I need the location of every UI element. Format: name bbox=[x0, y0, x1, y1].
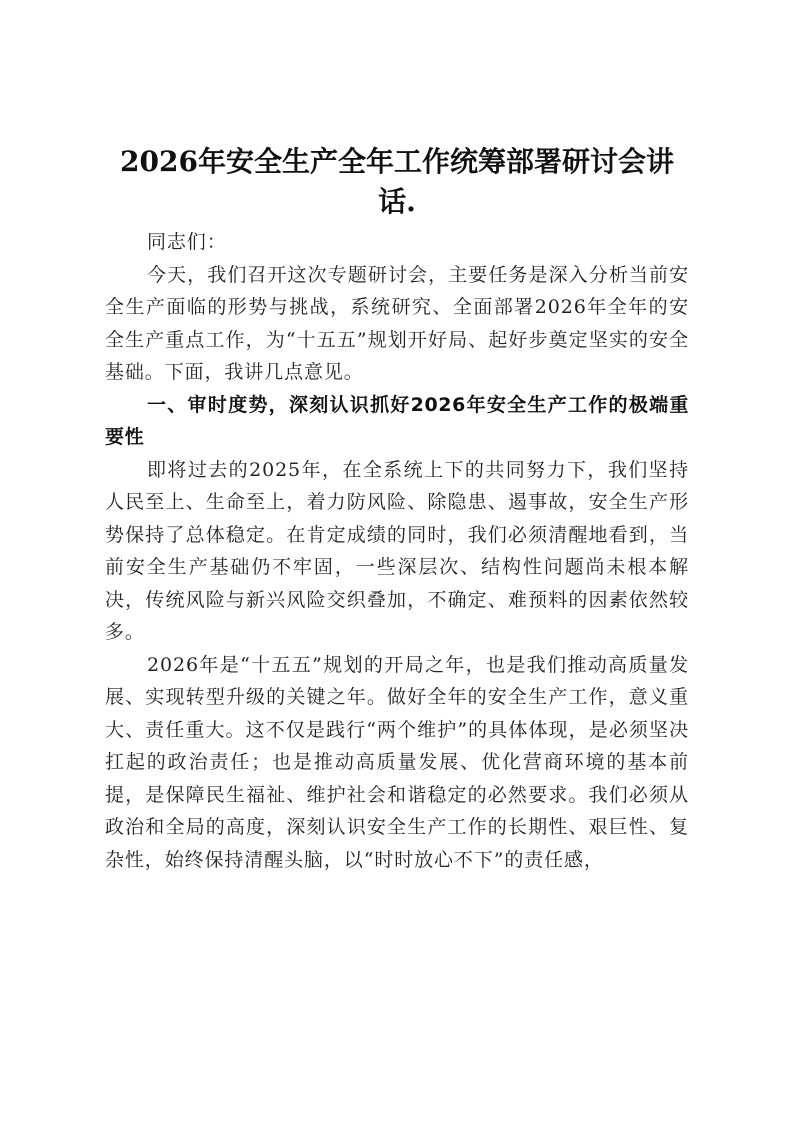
section-paragraph-1: 即将过去的2025年，在全系统上下的共同努力下，我们坚持人民至上、生命至上，着力防风险、除隐患、遏事故，安全生产形势保持了总体稳定。在肯定成绩的同时，我们必须清醒地看到，当前安全生产基础仍不牢固，一些深层次、结构性问题尚未根本解决，传统风险与新兴风险交织叠加，不确定、难预料的因素依然较多。 bbox=[105, 458, 689, 643]
section-heading: 一、审时度势，深刻认识抓好2026年安全生产工作的极端重要性 bbox=[105, 393, 689, 448]
document-content bbox=[105, 142, 689, 876]
section-paragraph-2: 2026年是“十五五”规划的开局之年，也是我们推动高质量发展、实现转型升级的关键之年。做好全年的安全生产工作，意义重大、责任重大。这不仅是践行“两个维护”的具体体现，是必须坚决扛起的政治责任；也是推动高质量发展、优化营商环境的基本前提，是保障民生福祉、维护社会和谐稳定的必然要求。我们必须从政治和全局的高度，深刻认识安全生产工作的长期性、艰巨性、复杂性，始终保持清醒头脑，以“时时放心不下”的责任感， bbox=[105, 653, 689, 871]
document-body bbox=[105, 226, 689, 876]
salutation: 同志们： bbox=[147, 231, 227, 253]
document-title: 2026年安全生产全年工作统筹部署研讨会讲话. bbox=[120, 145, 674, 218]
intro-paragraph: 今天，我们召开这次专题研讨会，主要任务是深入分析当前安全生产面临的形势与挑战，系统研究、全面部署2026年全年的安全生产重点工作，为“十五五”规划开好局、起好步奠定坚实的安全基础。下面，我讲几点意见。 bbox=[105, 263, 689, 383]
